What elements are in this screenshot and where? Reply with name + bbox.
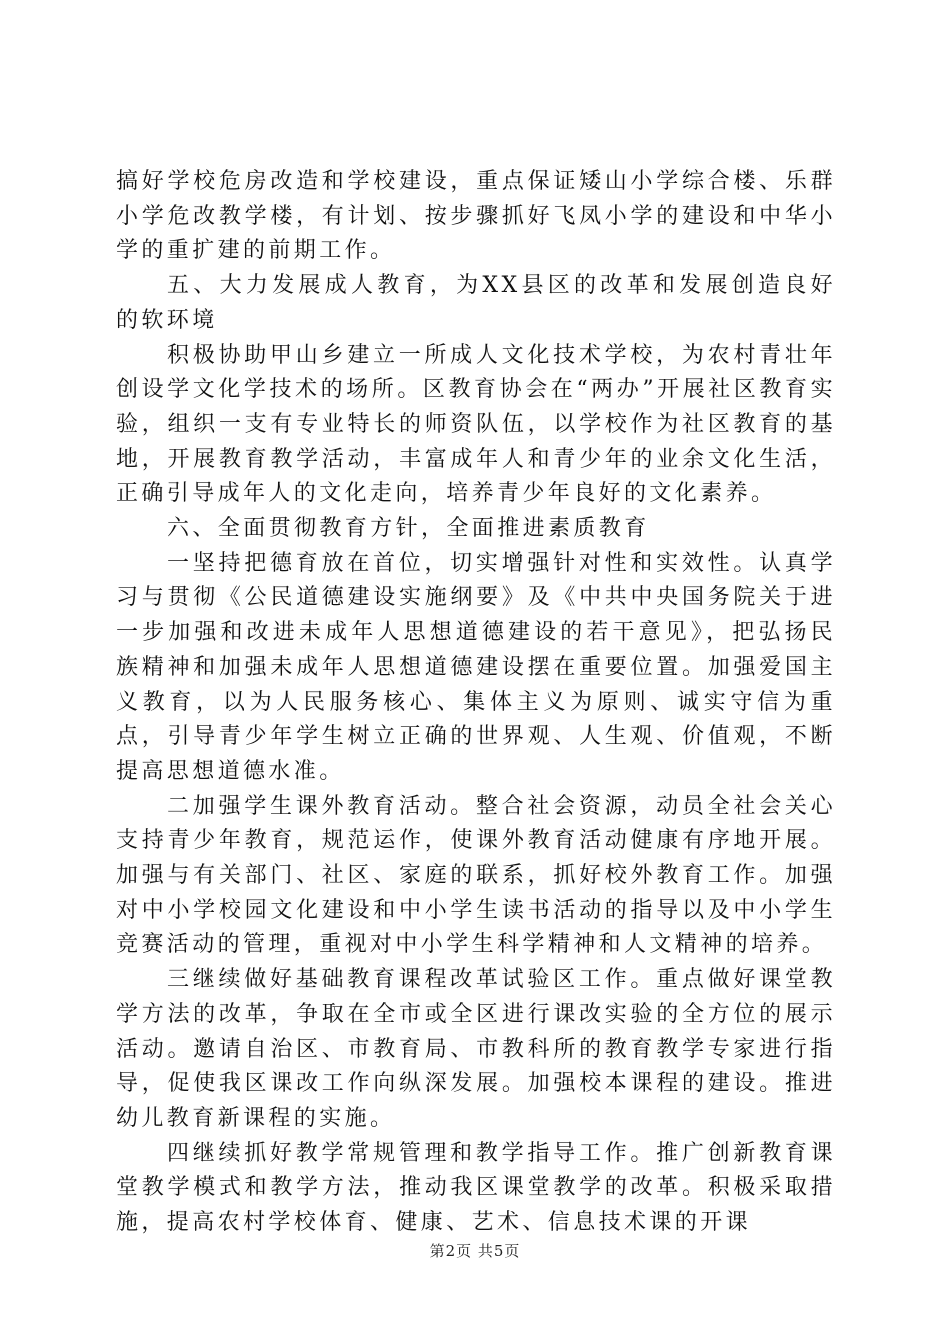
section-heading-5: 五、大力发展成人教育，为XX县区的改革和发展创造良好的软环境 (116, 273, 836, 333)
document-body (116, 165, 836, 1241)
paragraph: 一坚持把德育放在首位，切实增强针对性和实效性。认真学习与贯彻《公民道德建设实施纲要》及《中共中央国务院关于进一步加强和改进未成年人思想道德建设的若干意见》，把弘扬民族精神和加强未成年人思想道德建设摆在重要位置。加强爱国主义教育，以为人民服务核心、集体主义为原则、诚实守信为重点，引导青少年学生树立正确的世界观、人生观、价值观，不断提高思想道德水准。 (116, 550, 836, 784)
paragraph-continuation: 搞好学校危房改造和学校建设，重点保证矮山小学综合楼、乐群小学危改教学楼，有计划、按步骤抓好飞凤小学的建设和中华小学的重扩建的前期工作。 (116, 169, 836, 264)
paragraph: 二加强学生课外教育活动。整合社会资源，动员全社会关心支持青少年教育，规范运作，使课外教育活动健康有序地开展。加强与有关部门、社区、家庭的联系，抓好校外教育工作。加强对中小学校园文化建设和中小学生读书活动的指导以及中小学生竞赛活动的管理，重视对中小学生科学精神和人文精神的培养。 (116, 793, 836, 958)
paragraph: 三继续做好基础教育课程改革试验区工作。重点做好课堂教学方法的改革，争取在全市或全区进行课改实验的全方位的展示活动。邀请自治区、市教育局、市教科所的教育教学专家进行指导，促使我区课改工作向纵深发展。加强校本课程的建设。推进幼儿教育新课程的实施。 (116, 967, 836, 1131)
paragraph: 积极协助甲山乡建立一所成人文化技术学校，为农村青壮年创设学文化学技术的场所。区教育协会在“两办”开展社区教育实验，组织一支有专业特长的师资队伍，以学校作为社区教育的基地，开展教育教学活动，丰富成年人和青少年的业余文化生活，正确引导成年人的文化走向，培养青少年良好的文化素养。 (116, 342, 836, 507)
page-number-footer: 第2页 共5页 (429, 1242, 521, 1260)
paragraph: 四继续抓好教学常规管理和教学指导工作。推广创新教育课堂教学模式和教学方法，推动我区课堂教学的改革。积极采取措施，提高农村学校体育、健康、艺术、信息技术课的开课 (116, 1140, 836, 1236)
section-heading-6: 六、全面贯彻教育方针，全面推进素质教育 (167, 516, 650, 542)
